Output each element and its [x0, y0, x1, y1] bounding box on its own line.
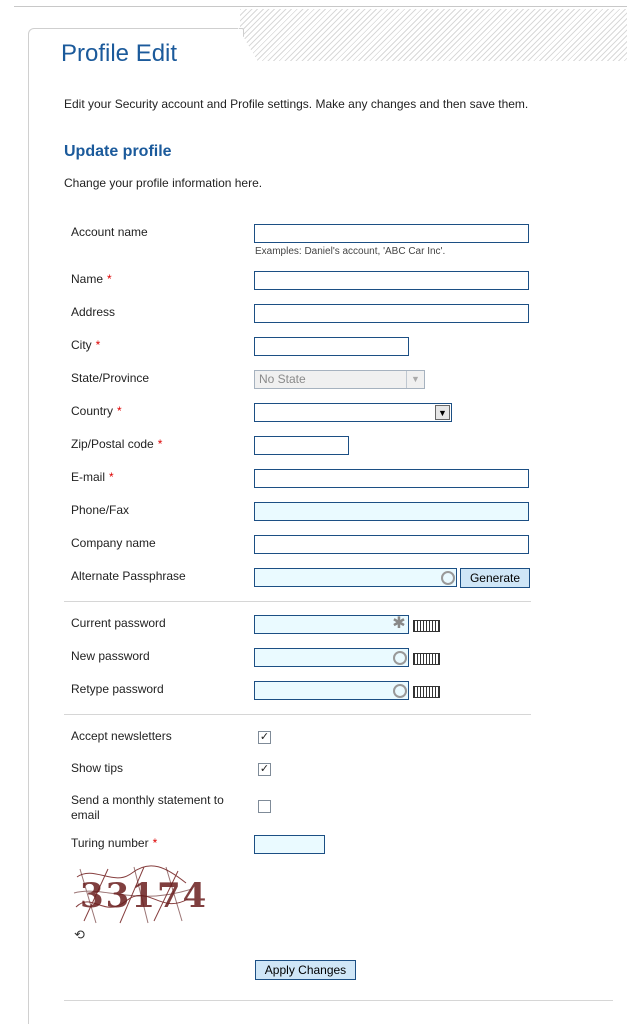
section-title: Update profile: [64, 143, 172, 160]
new-password-input[interactable]: [254, 648, 409, 667]
state-label: State/Province: [71, 371, 150, 385]
company-input[interactable]: [254, 535, 529, 554]
section-divider: [64, 601, 531, 602]
retype-password-input[interactable]: [254, 681, 409, 700]
monthly-checkbox[interactable]: [258, 800, 271, 813]
reveal-icon[interactable]: [393, 684, 407, 698]
keyboard-icon[interactable]: [413, 653, 440, 665]
account-name-label: Account name: [71, 225, 148, 239]
newsletters-label: Accept newsletters: [71, 729, 172, 743]
section-description: Change your profile information here.: [64, 176, 263, 190]
passphrase-input[interactable]: [254, 568, 457, 587]
address-input[interactable]: [254, 304, 529, 323]
reveal-icon[interactable]: [393, 651, 407, 665]
chevron-down-icon: ▼: [406, 371, 424, 388]
chevron-down-icon[interactable]: ▼: [435, 405, 450, 420]
phone-label: Phone/Fax: [71, 503, 130, 517]
phone-input[interactable]: [254, 502, 529, 521]
keyboard-icon[interactable]: [413, 686, 440, 698]
turing-input[interactable]: [254, 835, 325, 854]
new-password-label: New password: [71, 649, 150, 663]
retype-password-label: Retype password: [71, 682, 164, 696]
account-name-input[interactable]: [254, 224, 529, 243]
page-intro: Edit your Security account and Profile settings. Make any changes and then save them.: [64, 97, 529, 111]
name-label: Name *: [71, 272, 112, 286]
tips-label: Show tips: [71, 761, 124, 775]
current-password-label: Current password: [71, 616, 166, 630]
required-marker: *: [109, 470, 114, 484]
refresh-icon[interactable]: ⟲: [74, 927, 85, 942]
reveal-icon[interactable]: [441, 571, 455, 585]
state-select: No State ▼: [254, 370, 425, 389]
name-input[interactable]: [254, 271, 529, 290]
monthly-label: Send a monthly statement to email: [71, 793, 224, 822]
captcha-text: 33174: [80, 876, 209, 916]
bottom-divider: [64, 1000, 613, 1001]
tips-checkbox[interactable]: ✓: [259, 763, 270, 775]
page-title: Profile Edit: [61, 40, 178, 67]
tab-fold: [238, 28, 262, 68]
header-hatch: [240, 9, 627, 61]
country-select[interactable]: [254, 403, 452, 422]
required-marker: *: [157, 437, 163, 451]
current-password-input[interactable]: [254, 615, 409, 634]
required-marker: *: [152, 836, 158, 850]
section-divider: [64, 714, 531, 715]
required-marker: *: [117, 404, 122, 418]
company-label: Company name: [71, 536, 156, 550]
turing-label: Turing number *: [71, 836, 158, 850]
required-marker: *: [95, 338, 101, 352]
zip-label: Zip/Postal code *: [71, 437, 163, 451]
country-label: Country *: [71, 404, 122, 418]
account-name-hint: Examples: Daniel's account, 'ABC Car Inc'.: [255, 246, 446, 257]
generate-button[interactable]: Generate: [460, 568, 530, 588]
city-input[interactable]: [254, 337, 409, 356]
city-label: City *: [71, 338, 101, 352]
apply-changes-button[interactable]: Apply Changes: [255, 960, 356, 980]
top-rule: [14, 6, 627, 7]
address-label: Address: [71, 305, 116, 319]
zip-input[interactable]: [254, 436, 349, 455]
keyboard-icon[interactable]: [413, 620, 440, 632]
passphrase-label: Alternate Passphrase: [71, 569, 186, 583]
captcha-image: [74, 863, 209, 926]
email-input[interactable]: [254, 469, 529, 488]
required-marker: *: [107, 272, 112, 286]
email-label: E-mail *: [71, 470, 114, 484]
newsletters-checkbox[interactable]: ✓: [259, 731, 270, 743]
asterisk-icon: ✱: [392, 615, 406, 632]
